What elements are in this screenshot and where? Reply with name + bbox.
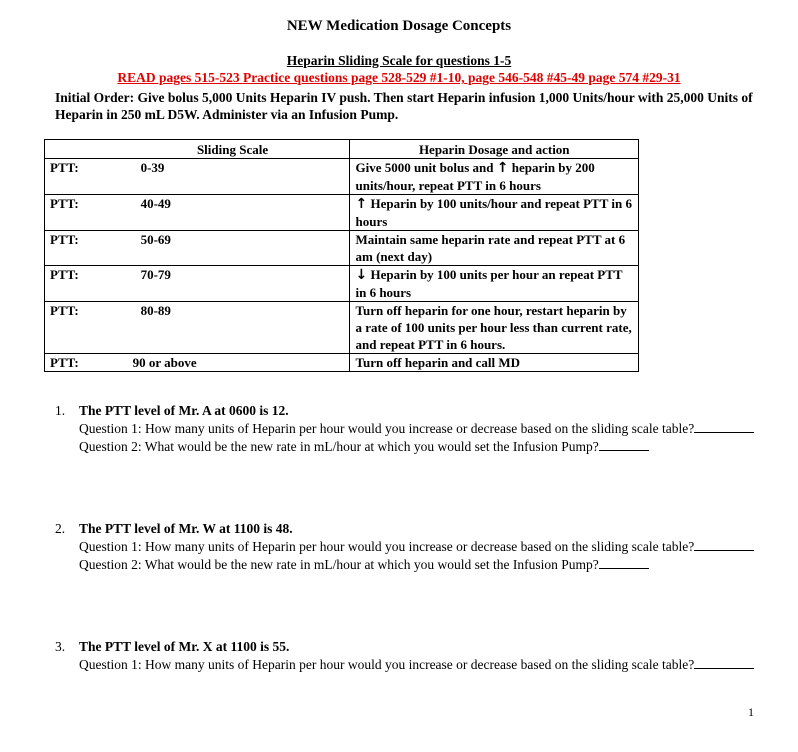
sliding-scale-table: [44, 139, 639, 372]
table-row: [45, 159, 639, 195]
answer-blank[interactable]: [694, 655, 754, 669]
table-header-row: [45, 140, 639, 159]
question-list: [55, 402, 755, 673]
header-heparin-action: Heparin Dosage and action: [350, 140, 639, 159]
ptt-label: PTT:: [45, 354, 121, 372]
question-body: [79, 638, 755, 673]
table-row: [45, 302, 639, 354]
question-heading: The PTT level of Mr. X at 1100 is 55.: [79, 639, 290, 654]
question-heading: The PTT level of Mr. W at 1100 is 48.: [79, 521, 293, 536]
ptt-label: PTT:: [45, 266, 121, 302]
question-body: [79, 520, 755, 573]
table-row: [45, 231, 639, 266]
document-title: NEW Medication Dosage Concepts: [286, 18, 512, 34]
question-1-text: Question 1: How many units of Heparin per hour would you increase or decrease based on the sliding scale table?: [79, 539, 695, 554]
header-sliding-scale: Sliding Scale: [121, 140, 350, 159]
action-text: Heparin by 100 units per hour an repeat PTT in 6 hours: [355, 267, 623, 300]
question-2-text: Question 2: What would be the new rate in mL/hour at which you would set the Infusion Pump?: [79, 439, 599, 454]
page-number: 1: [748, 705, 754, 719]
action-text: Heparin by 100 units/hour and repeat PTT in 6 hours: [355, 196, 632, 229]
question-number: 1.: [55, 403, 66, 418]
question-part-1: [79, 655, 755, 673]
heparin-action: [350, 266, 639, 302]
question-part-2: [79, 555, 755, 573]
answer-blank[interactable]: [694, 419, 754, 433]
question-1-text: Question 1: How many units of Heparin per hour would you increase or decrease based on the sliding scale table?: [79, 421, 695, 436]
question-number: 3.: [55, 639, 66, 654]
arrow-up-icon: ↑: [496, 160, 509, 176]
table-row: [45, 354, 639, 372]
ptt-label: PTT:: [45, 231, 121, 266]
reading-assignment: READ pages 515-523 Practice questions page 528-529 #1-10, page 546-548 #45-49 page 574 #29-31: [117, 70, 681, 85]
heparin-action: [350, 195, 639, 231]
ptt-range: 0-39: [121, 159, 350, 195]
section-subtitle: Heparin Sliding Scale for questions 1-5: [286, 53, 512, 68]
action-text: heparin by 200 units/hour, repeat PTT in 6 hours: [355, 160, 595, 193]
ptt-label: PTT:: [45, 159, 121, 195]
ptt-range: 90 or above: [121, 354, 350, 372]
ptt-label: PTT:: [45, 195, 121, 231]
arrow-up-icon: ↑: [355, 196, 368, 212]
table-row: [45, 195, 639, 231]
answer-blank[interactable]: [599, 555, 649, 569]
initial-order: Initial Order: Give bolus 5,000 Units Heparin IV push. Then start Heparin infusion 1,000 Units/hour with 25,000 Units of Heparin in 250 mL D5W. Administer via an Infusion Pump.: [55, 90, 753, 122]
heparin-action: Turn off heparin and call MD: [350, 354, 639, 372]
header-blank: [45, 140, 121, 159]
question-heading: The PTT level of Mr. A at 0600 is 12.: [79, 403, 289, 418]
ptt-range: 80-89: [121, 302, 350, 354]
question-body: [79, 402, 755, 455]
question-item: [55, 638, 755, 673]
ptt-range: 40-49: [121, 195, 350, 231]
ptt-range: 50-69: [121, 231, 350, 266]
table-row: [45, 266, 639, 302]
question-number: 2.: [55, 521, 66, 536]
question-1-text: Question 1: How many units of Heparin per hour would you increase or decrease based on the sliding scale table?: [79, 657, 695, 672]
question-item: [55, 402, 755, 520]
heparin-action: Maintain same heparin rate and repeat PTT at 6 am (next day): [350, 231, 639, 266]
question-part-1: [79, 537, 755, 555]
arrow-down-icon: ↓: [355, 267, 368, 283]
question-part-1: [79, 419, 755, 437]
answer-blank[interactable]: [599, 437, 649, 451]
ptt-range: 70-79: [121, 266, 350, 302]
heparin-action: [350, 159, 639, 195]
heparin-action: Turn off heparin for one hour, restart heparin by a rate of 100 units per hour less than current rate, and repeat PTT in 6 hours.: [350, 302, 639, 354]
ptt-label: PTT:: [45, 302, 121, 354]
action-prefix: Give 5000 unit bolus and: [355, 160, 497, 175]
question-2-text: Question 2: What would be the new rate in mL/hour at which you would set the Infusion Pump?: [79, 557, 599, 572]
question-item: [55, 520, 755, 638]
question-part-2: [79, 437, 755, 455]
answer-blank[interactable]: [694, 537, 754, 551]
